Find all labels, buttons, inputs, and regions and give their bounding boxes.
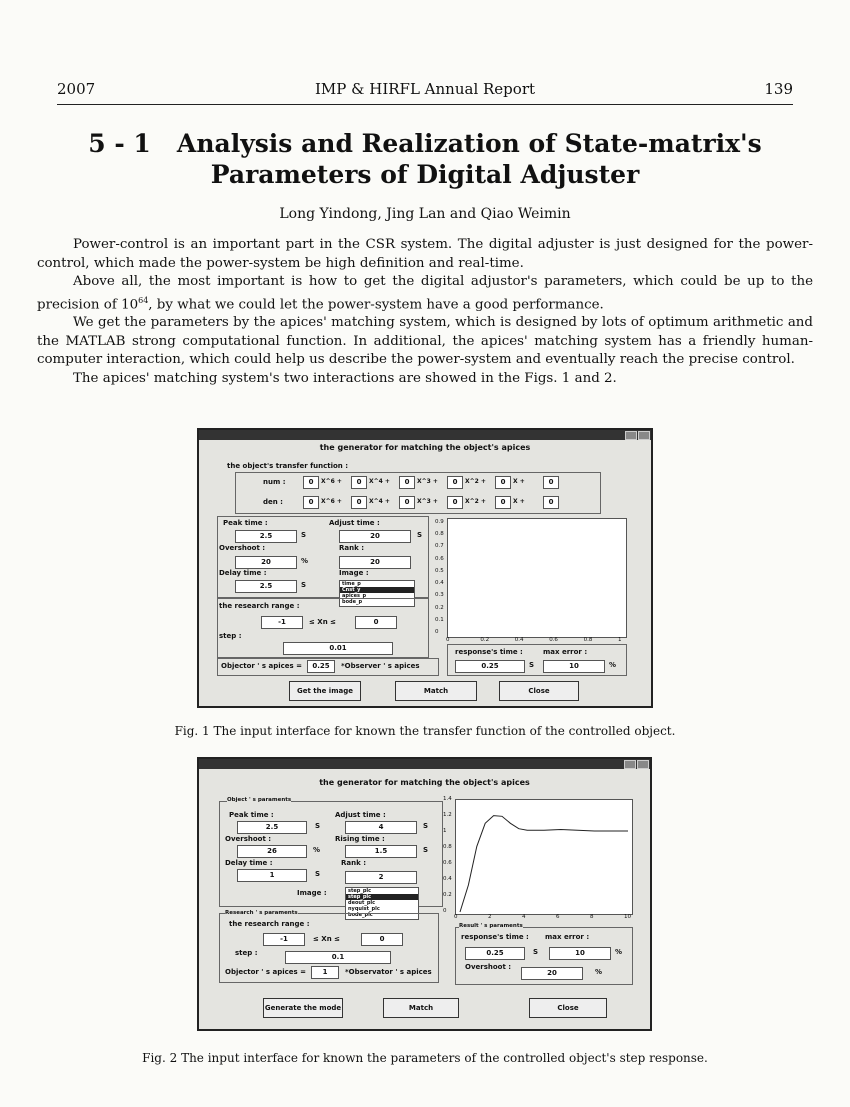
tf-coefficient-input[interactable]: 0 <box>351 496 367 509</box>
image-dropdown[interactable]: time_p Cnst_y apices_p bode_p <box>339 580 415 607</box>
close-button[interactable]: Close <box>529 998 607 1018</box>
tf-coefficient-input[interactable]: 0 <box>447 476 463 489</box>
adjust-time-input[interactable]: 4 <box>345 821 417 834</box>
paragraph-4: The apices' matching system's two interactions are showed in the Figs. 1 and 2. <box>73 370 617 386</box>
range-low-input[interactable]: -1 <box>261 616 303 629</box>
figure-2-caption: Fig. 2 The input interface for known the parameters of the controlled object's step response. <box>142 1051 708 1065</box>
y-tick-label: 0.2 <box>443 892 452 898</box>
body-text <box>37 236 813 388</box>
step-response-line <box>460 816 628 912</box>
paper-title <box>60 128 790 190</box>
overshoot-unit: % <box>301 557 309 565</box>
rising-time-unit: S <box>423 846 429 854</box>
step-input[interactable]: 0.01 <box>283 642 393 655</box>
max-error-unit: % <box>615 948 623 956</box>
range-relation: ≤ Xn ≤ <box>309 618 336 626</box>
y-tick-label: 0.3 <box>435 592 444 599</box>
response-time-output: 0.25 <box>465 947 525 960</box>
rank-input[interactable]: 2 <box>345 871 417 884</box>
x-tick-label: 0.4 <box>514 637 524 643</box>
y-tick-label: 0.1 <box>435 616 444 623</box>
research-range-label: the research range : <box>219 602 300 610</box>
response-time-unit: S <box>533 948 539 956</box>
generate-mode-button[interactable]: Generate the mode <box>263 998 343 1018</box>
range-low-input[interactable]: -1 <box>263 933 305 946</box>
result-overshoot-unit: % <box>595 968 603 976</box>
plot-area <box>455 799 633 915</box>
peak-time-unit: S <box>315 822 321 830</box>
x-tick-label: 0 <box>454 914 458 920</box>
overshoot-unit: % <box>313 846 321 854</box>
y-tick-label: 0.7 <box>435 543 444 550</box>
observer-apices-label: *Observator ' s apices <box>345 968 432 976</box>
titlebar <box>199 430 651 440</box>
tf-power-label: X^4 + <box>369 498 390 505</box>
tf-power-label: X^6 + <box>321 498 342 505</box>
adjust-time-label: Adjust time : <box>329 519 380 527</box>
response-time-label: response's time : <box>455 648 523 656</box>
delay-time-label: Delay time : <box>225 859 273 867</box>
overshoot-label: Overshoot : <box>219 544 266 552</box>
max-error-label: max error : <box>545 933 590 941</box>
object-params-label: Object ' s paraments <box>227 797 292 803</box>
max-error-output: 10 <box>543 660 605 673</box>
title-line-2: Parameters of Digital Adjuster <box>210 160 640 189</box>
y-tick-label: 0.6 <box>435 555 444 562</box>
rank-label: Rank : <box>339 544 364 552</box>
y-tick-label: 0.2 <box>435 604 444 611</box>
y-tick-label: 0.5 <box>435 567 444 574</box>
observer-apices-label: *Observer ' s apices <box>341 662 420 670</box>
get-image-button[interactable]: Get the image <box>289 681 361 701</box>
research-range-label: the research range : <box>229 920 310 928</box>
max-error-unit: % <box>609 661 617 669</box>
paragraph-2: Above all, the most important is how to get the digital adjustor's parameters, which could be up to the precision of $10^{64}$, by what we could let the power-system have a good performance. <box>37 274 813 312</box>
y-tick-label: 1.2 <box>443 812 452 818</box>
tf-coefficient-input[interactable]: 0 <box>399 496 415 509</box>
tf-coefficient-input[interactable]: 0 <box>351 476 367 489</box>
adjust-time-label: Adjust time : <box>335 811 386 819</box>
x-tick-label: 0.6 <box>549 637 558 643</box>
y-tick-label: 1 <box>443 828 447 834</box>
rising-time-input[interactable]: 1.5 <box>345 845 417 858</box>
overshoot-input[interactable]: 20 <box>235 556 297 569</box>
figure-1-caption: Fig. 1 The input interface for known the transfer function of the controlled object. <box>174 724 676 738</box>
objector-apices-input[interactable]: 0.25 <box>307 660 335 673</box>
step-label: step : <box>219 632 242 640</box>
step-label: step : <box>235 949 258 957</box>
title-line-1: Analysis and Realization of State-matrix's <box>176 129 762 158</box>
y-tick-label: 0.8 <box>435 531 444 538</box>
close-icon[interactable] <box>637 760 649 769</box>
x-tick-label: 10 <box>624 914 631 920</box>
step-input[interactable]: 0.1 <box>285 951 391 964</box>
tf-coefficient-input[interactable]: 0 <box>495 476 511 489</box>
close-icon[interactable] <box>638 431 650 440</box>
section-number: 5 - 1 <box>88 129 151 158</box>
tf-power-label: X^3 + <box>417 498 438 505</box>
minimize-icon[interactable] <box>624 760 636 769</box>
x-tick-label: 4 <box>522 914 526 920</box>
adjust-time-unit: S <box>417 531 423 539</box>
result-overshoot-output: 20 <box>521 967 583 980</box>
tf-power-label: X^4 + <box>369 478 390 485</box>
research-params-label: Research ' s paraments <box>225 910 298 916</box>
image-dropdown[interactable]: step_plc step_plc deout_plc nyquist_plc bode_plc <box>345 887 419 920</box>
y-tick-label: 0.4 <box>443 876 452 882</box>
paragraph-3: We get the parameters by the apices' matching system, which is designed by lots of optimum arithmetic and the MATLAB strong computational function. In additional, the apices' matching system has a friendly human-computer interaction, which could help us describe the power-system and eventually reach the precise control. <box>37 315 813 368</box>
tf-coefficient-input[interactable]: 0 <box>543 476 559 489</box>
adjust-time-input[interactable]: 20 <box>339 530 411 543</box>
peak-time-label: Peak time : <box>229 811 274 819</box>
tf-power-label: X^6 + <box>321 478 342 485</box>
x-tick-label: 2 <box>488 914 492 920</box>
minimize-icon[interactable] <box>625 431 637 440</box>
figure-2-window <box>197 757 652 1031</box>
running-header <box>57 78 793 105</box>
y-tick-label: 0 <box>443 908 447 914</box>
header-year: 2007 <box>57 80 96 98</box>
y-tick-label: 0.6 <box>443 860 452 866</box>
titlebar <box>199 759 650 769</box>
x-tick-label: 8 <box>590 914 594 920</box>
rank-input[interactable]: 20 <box>339 556 411 569</box>
x-tick-label: 0.8 <box>583 637 593 643</box>
rising-time-label: Rising time : <box>335 835 385 843</box>
tf-coefficient-input[interactable]: 0 <box>303 496 319 509</box>
match-button[interactable]: Match <box>383 998 459 1018</box>
image-label: Image : <box>297 889 327 897</box>
rank-label: Rank : <box>341 859 366 867</box>
peak-time-label: Peak time : <box>223 519 268 527</box>
tf-coefficient-input[interactable]: 0 <box>543 496 559 509</box>
response-time-output: 0.25 <box>455 660 525 673</box>
header-page-number: 139 <box>764 80 793 98</box>
x-tick-label: 0 <box>446 637 450 643</box>
objector-apices-input[interactable]: 1 <box>311 966 339 979</box>
delay-time-input[interactable]: 1 <box>237 869 307 882</box>
max-error-label: max error : <box>543 648 588 656</box>
range-high-input[interactable]: 0 <box>361 933 403 946</box>
tf-power-label: X^2 + <box>465 498 486 505</box>
adjust-time-unit: S <box>423 822 429 830</box>
response-time-unit: S <box>529 661 535 669</box>
overshoot-label: Overshoot : <box>225 835 272 843</box>
tf-label: the object's transfer function : <box>227 462 349 470</box>
paragraph-1: Power-control is an important part in the CSR system. The digital adjuster is just designed for the power-control, which made the power-system be high definition and real-time. <box>37 237 813 271</box>
plot-area <box>447 518 627 638</box>
delay-time-unit: S <box>315 870 321 878</box>
y-tick-label: 0 <box>435 629 439 635</box>
range-relation: ≤ Xn ≤ <box>313 935 340 943</box>
result-params-label: Result ' s paraments <box>459 923 523 929</box>
objector-apices-label: Objector ' s apices = <box>225 968 306 976</box>
x-tick-label: 1 <box>618 637 622 643</box>
tf-coefficient-input[interactable]: 0 <box>495 496 511 509</box>
x-tick-label: 6 <box>556 914 560 920</box>
peak-time-input[interactable]: 2.5 <box>235 530 297 543</box>
y-tick-label: 0.4 <box>435 580 444 587</box>
y-tick-label: 0.8 <box>443 844 452 850</box>
delay-time-unit: S <box>301 581 307 589</box>
delay-time-input[interactable]: 2.5 <box>235 580 297 593</box>
x-tick-label: 0.2 <box>480 637 490 643</box>
tf-power-label: X + <box>513 478 525 485</box>
response-time-label: response's time : <box>461 933 529 941</box>
authors: Long Yindong, Jing Lan and Qiao Weimin <box>279 206 571 222</box>
tf-power-label: X^2 + <box>465 478 486 485</box>
tf-power-label: X^3 + <box>417 478 438 485</box>
step-response-chart <box>456 800 632 914</box>
window-title: the generator for matching the object's apices <box>319 443 531 452</box>
overshoot-input[interactable]: 26 <box>237 845 307 858</box>
result-overshoot-label: Overshoot : <box>465 963 512 971</box>
den-label: den : <box>263 498 283 506</box>
image-label: Image : <box>339 569 369 577</box>
y-tick-label: 0.9 <box>435 519 444 525</box>
peak-time-input[interactable]: 2.5 <box>237 821 307 834</box>
peak-time-unit: S <box>301 531 307 539</box>
tf-coefficient-input[interactable]: 0 <box>399 476 415 489</box>
tf-power-label: X + <box>513 498 525 505</box>
y-tick-label: 1.4 <box>443 796 452 802</box>
window-title: the generator for matching the object's apices <box>319 778 530 787</box>
close-button[interactable]: Close <box>499 681 579 701</box>
max-error-output: 10 <box>549 947 611 960</box>
match-button[interactable]: Match <box>395 681 477 701</box>
tf-coefficient-input[interactable]: 0 <box>447 496 463 509</box>
range-high-input[interactable]: 0 <box>355 616 397 629</box>
num-label: num : <box>263 478 286 486</box>
tf-coefficient-input[interactable]: 0 <box>303 476 319 489</box>
header-journal: IMP & HIRFL Annual Report <box>314 80 536 98</box>
delay-time-label: Delay time : <box>219 569 267 577</box>
objector-apices-label: Objector ' s apices = <box>221 662 302 670</box>
figure-1-window <box>197 428 653 708</box>
